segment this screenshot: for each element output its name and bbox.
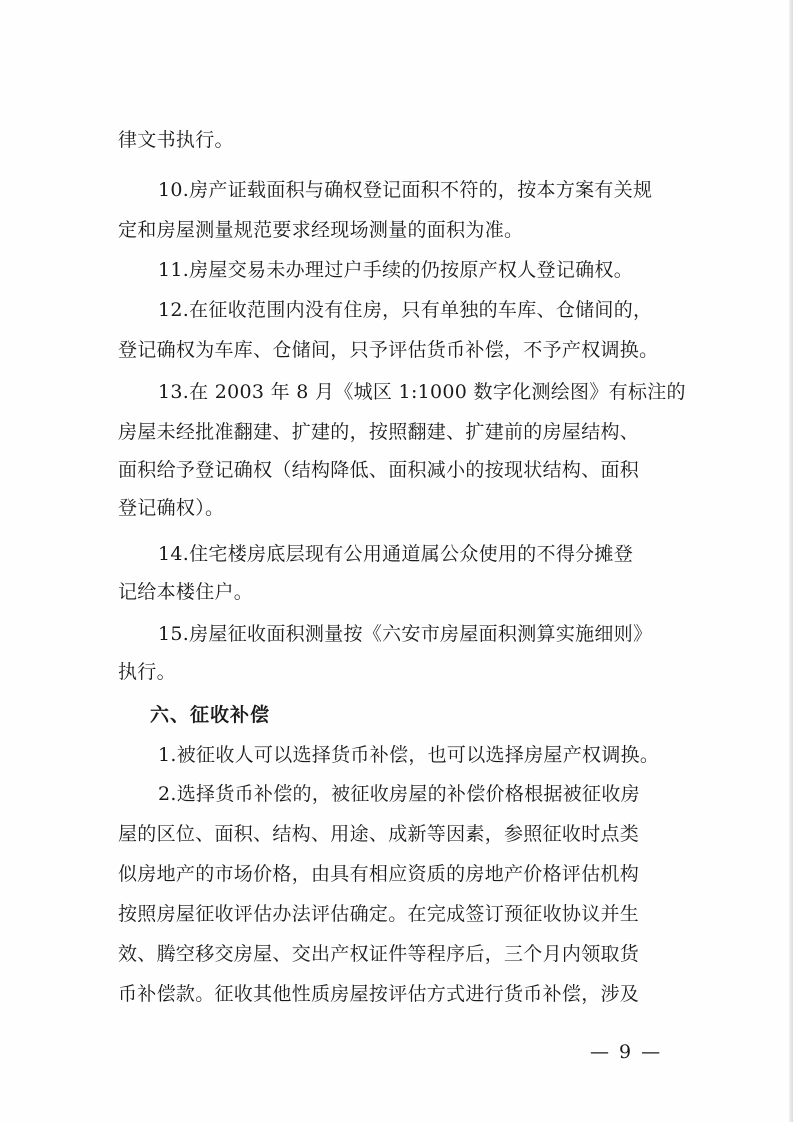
text-line: 房屋未经批准翻建、扩建的，按照翻建、扩建前的房屋结构、 [118,421,640,443]
text-line: 按照房屋征收评估办法评估确定。在完成签订预征收协议并生 [118,903,640,925]
text-line: 定和房屋测量规范要求经现场测量的面积为准。 [118,219,524,241]
text-line: 14.住宅楼房底层现有公用通道属公众使用的不得分摊登 [158,543,634,565]
text-line: 1.被征收人可以选择货币补偿，也可以选择房屋产权调换。 [158,744,660,766]
text-line: 登记确权为车库、仓储间，只予评估货币补偿，不予产权调换。 [118,339,659,361]
text-line: 10.房产证载面积与确权登记面积不符的，按本方案有关规 [158,179,653,201]
text-line: 11.房屋交易未办理过户手续的仍按原产权人登记确权。 [158,259,634,281]
section-heading: 六、征收补偿 [150,704,271,726]
text-line: 15.房屋征收面积测量按《六安市房屋面积测算实施细则》 [158,623,653,645]
page-number: — 9 — [590,1041,663,1063]
text-line: 效、腾空移交房屋、交出产权证件等程序后，三个月内领取货 [118,943,640,965]
text-line: 律文书执行。 [118,129,234,151]
text-line: 币补偿款。征收其他性质房屋按评估方式进行货币补偿，涉及 [118,983,640,1005]
text-line: 记给本楼住户。 [118,581,254,603]
page-edge-shadow [789,0,793,1122]
text-line: 执行。 [118,661,176,683]
text-line: 2.选择货币补偿的，被征收房屋的补偿价格根据被征收房 [158,783,640,805]
text-line: 12.在征收范围内没有住房，只有单独的车库、仓储间的， [158,299,653,321]
text-line: 面积给予登记确权（结构降低、面积减小的按现状结构、面积 [118,459,640,481]
text-line: 13.在 2003 年 8 月《城区 1:1000 数字化测绘图》有标注的 [158,381,686,403]
text-line: 似房地产的市场价格，由具有相应资质的房地产价格评估机构 [118,863,640,885]
text-line: 登记确权）。 [118,497,225,519]
text-line: 屋的区位、面积、结构、用途、成新等因素，参照征收时点类 [118,823,640,845]
